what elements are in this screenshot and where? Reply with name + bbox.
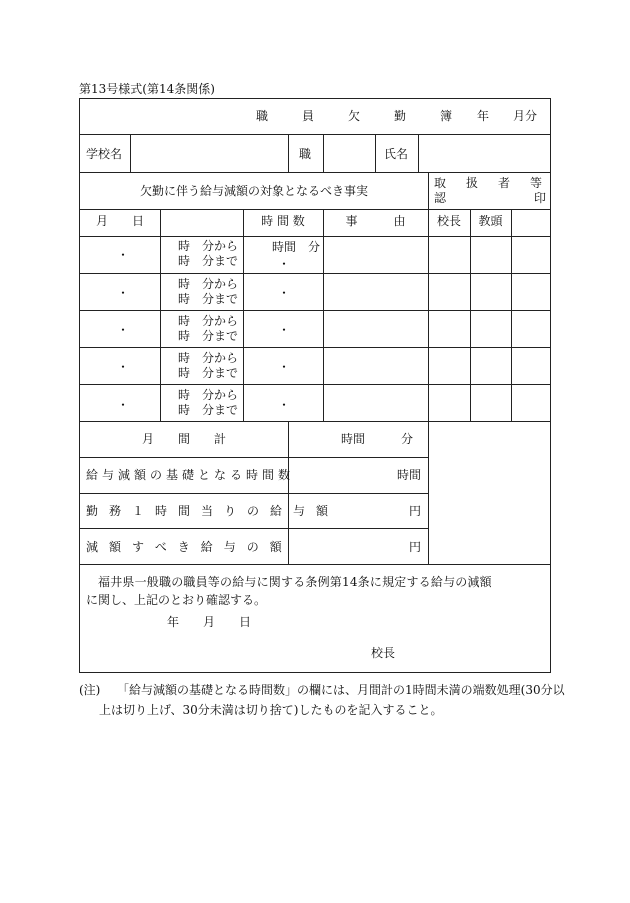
- column-date: 月 日: [95, 214, 144, 228]
- time-to: 時 分まで: [178, 329, 239, 343]
- column-hours: 時 間 数: [261, 214, 305, 228]
- monthly-total-unit: 時間 分: [341, 432, 414, 446]
- note-line1: 「給与減額の基礎となる時間数」の欄には、月間計の1時間未満の端数処理(30分以: [117, 683, 565, 697]
- date-dot: ・: [117, 286, 130, 300]
- hours-dot: ・: [278, 323, 291, 337]
- date-dot: ・: [117, 248, 130, 262]
- time-to: 時 分まで: [178, 254, 239, 268]
- principal-signature-label: 校長: [371, 646, 396, 660]
- divider: [80, 134, 550, 135]
- monthly-total-label: 月 間 計: [141, 432, 226, 446]
- seal-label: 印: [534, 191, 547, 205]
- hours-dot: ・: [278, 360, 291, 374]
- time-to: 時 分まで: [178, 366, 239, 380]
- name-label: 氏名: [384, 147, 409, 161]
- approval-label: 認: [434, 191, 447, 205]
- hourly-pay-unit: 円: [409, 504, 422, 518]
- name-field[interactable]: [423, 142, 545, 166]
- column-vice-principal: 教頭: [478, 214, 503, 228]
- time-from: 時 分から: [178, 277, 239, 291]
- reduction-amount-label: 減額すべき給与の額: [86, 540, 293, 554]
- note-line2: 上は切り上げ、30分未満は切り捨て)したものを記入すること。: [99, 703, 443, 717]
- school-field[interactable]: [136, 142, 284, 166]
- reduction-amount-unit: 円: [409, 540, 422, 554]
- form-title: 職 員 欠 勤 簿: [256, 109, 464, 123]
- time-to: 時 分まで: [178, 292, 239, 306]
- time-from: 時 分から: [178, 388, 239, 402]
- time-from: 時 分から: [178, 314, 239, 328]
- position-label: 職: [299, 147, 312, 161]
- hours-dot: ・: [278, 286, 291, 300]
- school-label: 学校名: [86, 147, 123, 161]
- hours-unit: 時間 分: [272, 240, 321, 254]
- note-label: (注): [79, 683, 101, 697]
- date-dot: ・: [117, 323, 130, 337]
- handler-header: 取 扱 者 等: [434, 176, 547, 190]
- basis-hours-unit: 時間: [397, 468, 422, 482]
- form-number: 第13号様式(第14条関係): [79, 82, 215, 96]
- hourly-pay-label: 勤務１時間当りの給与額: [86, 504, 340, 518]
- absence-register-form: [79, 98, 551, 673]
- year-label: 年: [477, 109, 490, 123]
- position-field[interactable]: [328, 142, 370, 166]
- time-from: 時 分から: [178, 239, 239, 253]
- hours-dot: ・: [278, 257, 291, 271]
- facts-header: 欠勤に伴う給与減額の対象となるべき事実: [140, 184, 369, 198]
- column-reason: 事 由: [345, 214, 406, 228]
- certification-date: 年 月 日: [167, 615, 252, 629]
- month-label: 月分: [513, 109, 538, 123]
- date-dot: ・: [117, 398, 130, 412]
- basis-hours-label: 給与減額の基礎となる時間数: [86, 468, 295, 482]
- time-from: 時 分から: [178, 351, 239, 365]
- hours-dot: ・: [278, 398, 291, 412]
- time-to: 時 分まで: [178, 403, 239, 417]
- date-dot: ・: [117, 360, 130, 374]
- certification-text-line2: に関し、上記のとおり確認する。: [86, 593, 267, 607]
- column-principal: 校長: [436, 214, 461, 228]
- certification-text-line1: 福井県一般職の職員等の給与に関する条例第14条に規定する給与の減額: [98, 575, 492, 589]
